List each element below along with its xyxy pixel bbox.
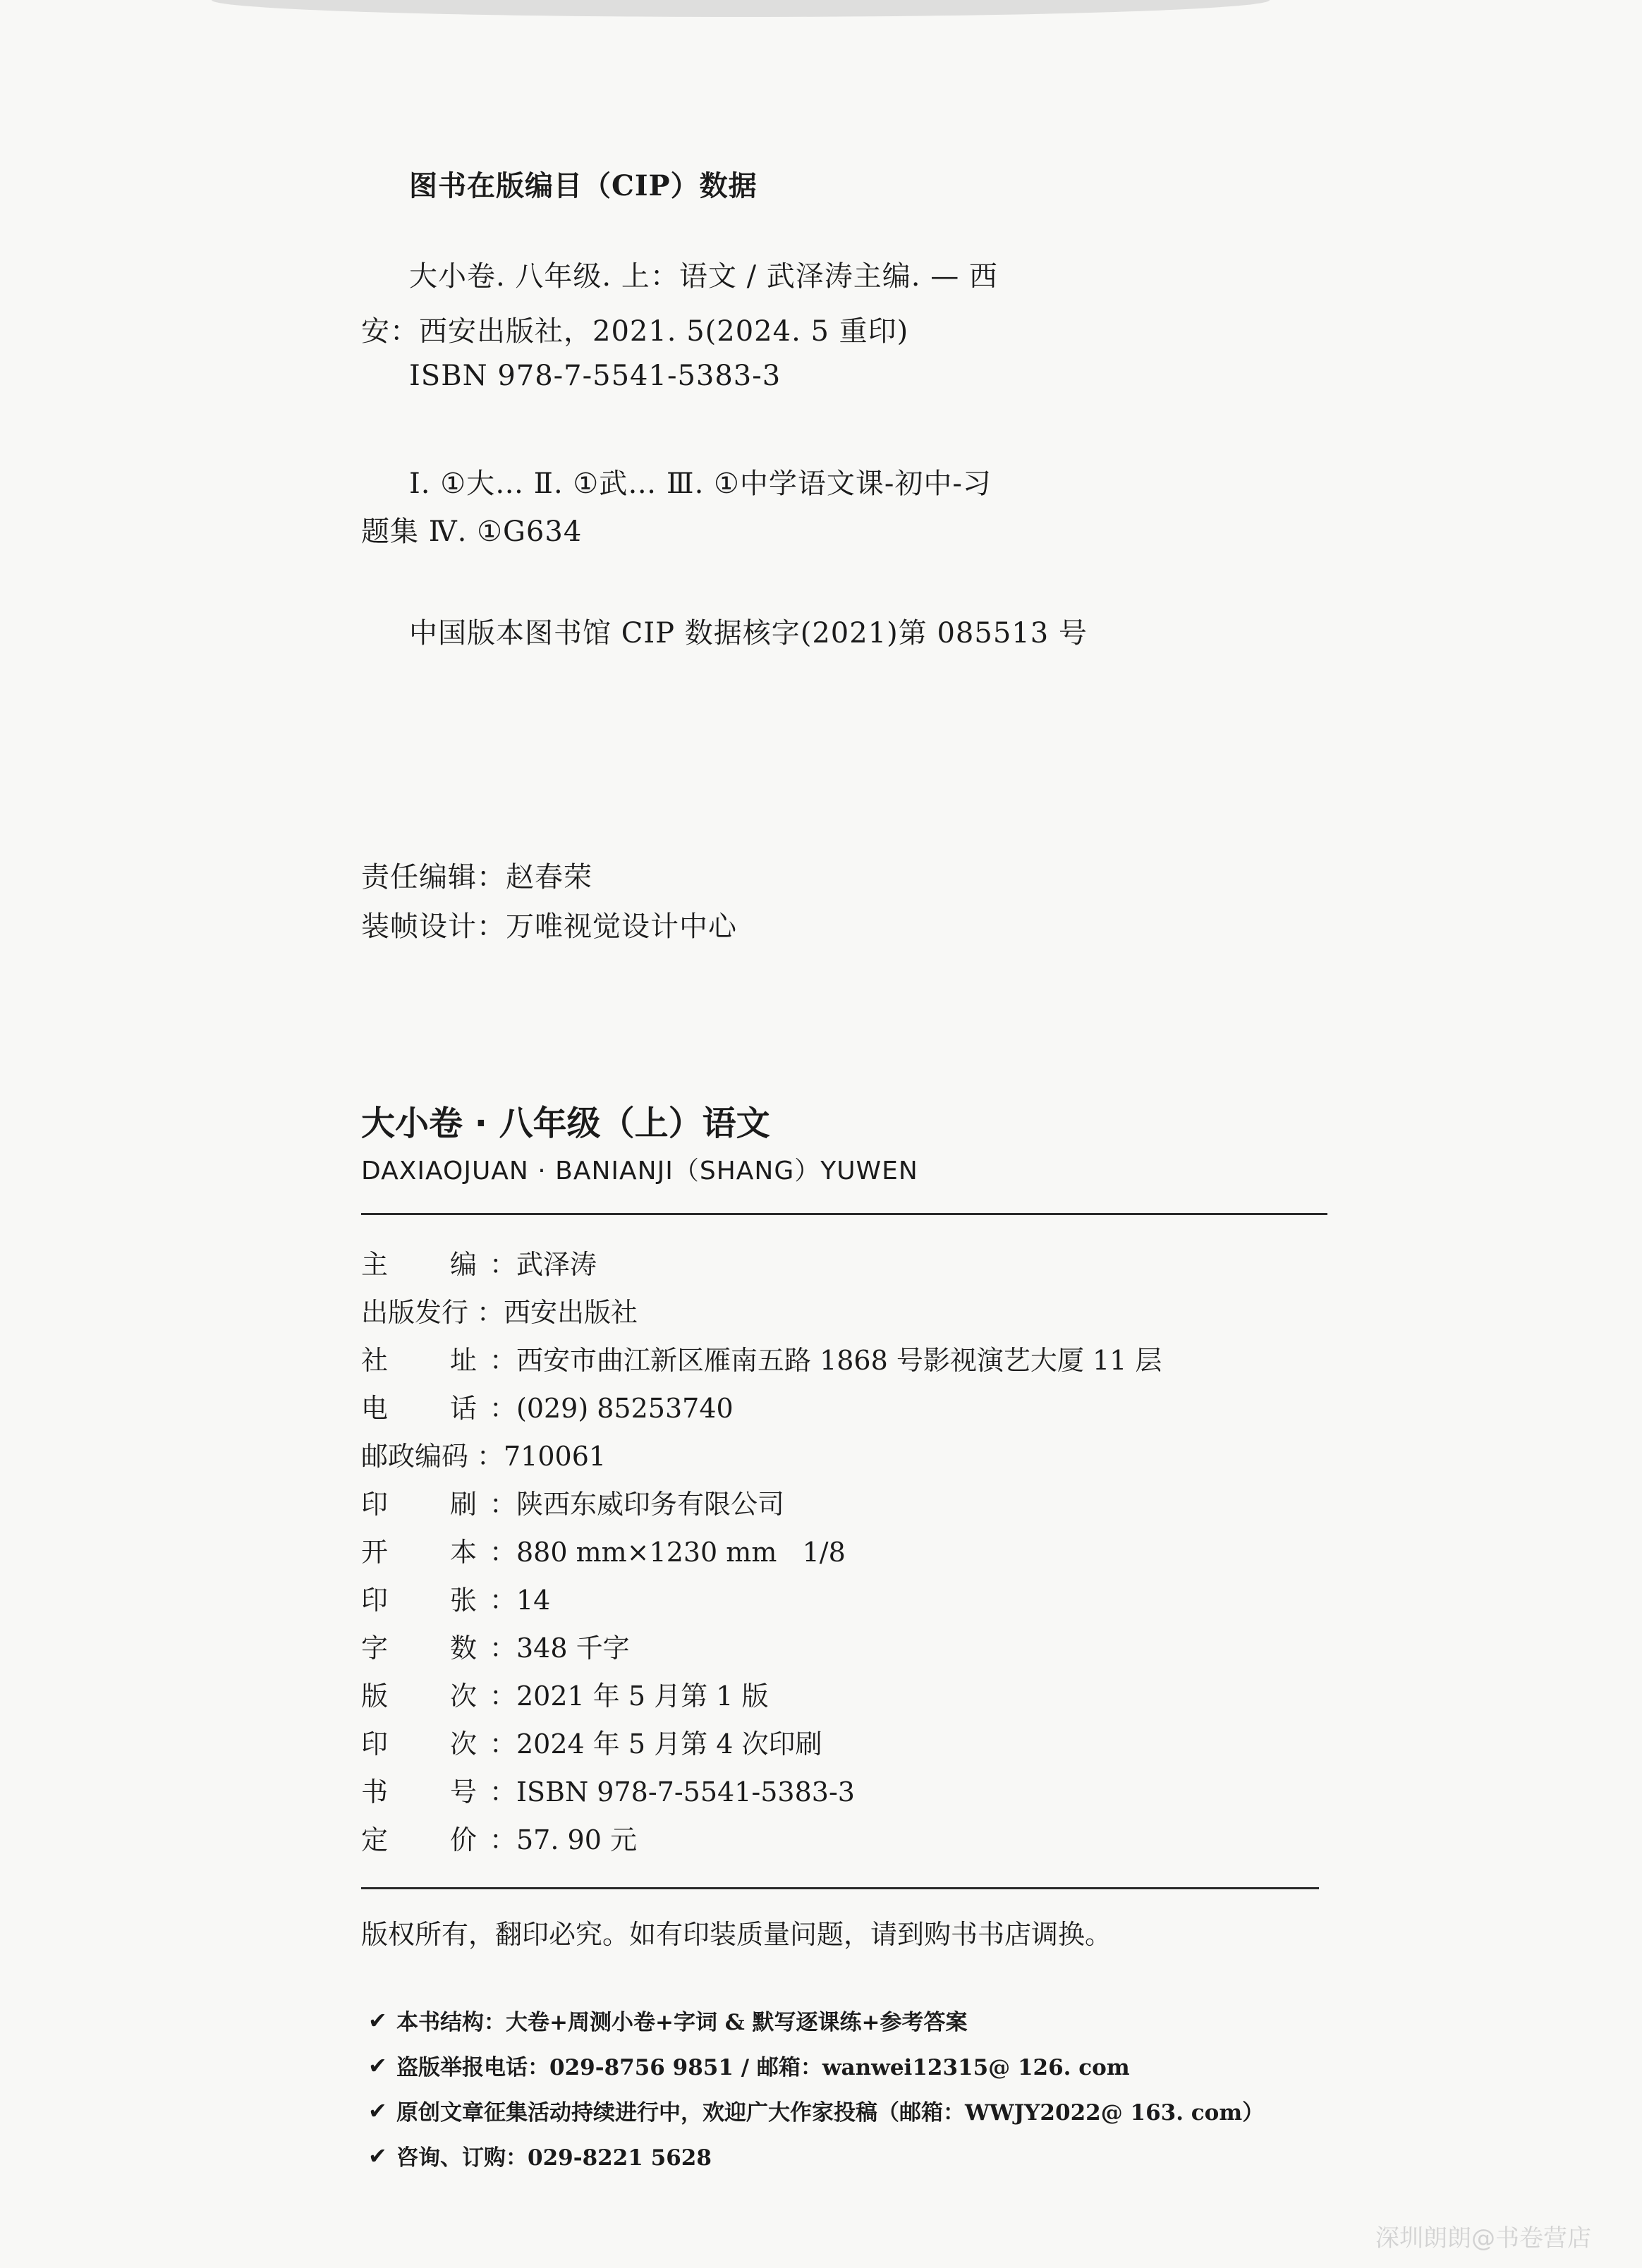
info-printer xyxy=(361,1482,784,1521)
info-value: ：西安出版社 xyxy=(477,1297,638,1328)
divider-top xyxy=(361,1213,1327,1215)
info-format xyxy=(361,1530,846,1569)
copyright-notice: 版权所有，翻印必究。如有印装质量问题，请到购书书店调换。 xyxy=(361,1919,1112,1950)
info-value: ：武泽涛 xyxy=(489,1249,597,1280)
info-label: 出版发行 xyxy=(361,1297,469,1328)
check-icon: ✔ xyxy=(368,2097,387,2124)
cip-isbn: ISBN 978-7-5541-5383-3 xyxy=(409,360,782,392)
info-label: 印 刷 xyxy=(361,1489,477,1520)
binding-design: 装帧设计：万唯视觉设计中心 xyxy=(361,910,737,943)
info-label: 印 次 xyxy=(361,1729,477,1760)
info-value: ：2024 年 5 月第 4 次印刷 xyxy=(489,1729,822,1760)
info-label: 书 号 xyxy=(361,1776,477,1807)
info-printing xyxy=(361,1722,822,1761)
info-label: 主 编 xyxy=(361,1249,477,1280)
info-word-count xyxy=(361,1626,630,1665)
info-value: ：14 xyxy=(489,1585,551,1616)
cip-classification-1: Ⅰ. ①大… Ⅱ. ①武… Ⅲ. ①中学语文课-初中-习 xyxy=(409,468,992,500)
feature-piracy-report: ✔ 盗版举报电话：029-8756 9851 / 邮箱：wanwei12315@ 126. com xyxy=(368,2051,1130,2080)
info-sheets xyxy=(361,1578,550,1617)
responsible-editor: 责任编辑：赵春荣 xyxy=(361,861,592,894)
feature-structure: ✔ 本书结构：大卷+周测小卷+字词 & 默写逐课练+参考答案 xyxy=(368,2006,968,2035)
info-label: 字 数 xyxy=(361,1633,477,1664)
info-value: ：ISBN 978-7-5541-5383-3 xyxy=(489,1776,855,1807)
feature-submissions: ✔ 原创文章征集活动持续进行中，欢迎广大作家投稿（邮箱：WWJY2022@ 163. com） xyxy=(368,2097,1265,2126)
info-value: ：57. 90 元 xyxy=(489,1824,637,1855)
info-value: ：348 千字 xyxy=(489,1633,630,1664)
info-value: ：2021 年 5 月第 1 版 xyxy=(489,1681,769,1712)
cip-line-2: 安：西安出版社，2021. 5(2024. 5 重印) xyxy=(361,315,909,348)
divider-bottom xyxy=(361,1887,1319,1889)
info-publisher xyxy=(361,1291,638,1329)
info-label: 电 话 xyxy=(361,1393,477,1424)
info-address xyxy=(361,1339,1162,1377)
info-value: ：880 mm×1230 mm 1/8 xyxy=(489,1537,846,1568)
info-label: 邮政编码 xyxy=(361,1441,469,1472)
check-icon: ✔ xyxy=(368,2006,387,2034)
check-icon: ✔ xyxy=(368,2142,387,2169)
info-value: ：(029) 85253740 xyxy=(489,1393,734,1424)
page-edge-shadow xyxy=(212,0,1270,17)
info-value: ：西安市曲江新区雁南五路 1868 号影视演艺大厦 11 层 xyxy=(489,1345,1162,1376)
info-chief-editor xyxy=(361,1243,597,1281)
info-label: 开 本 xyxy=(361,1537,477,1568)
watermark: 深圳朗朗@书卷营店 xyxy=(1375,2224,1591,2252)
info-phone xyxy=(361,1386,734,1425)
info-book-number xyxy=(361,1770,855,1809)
info-value: ：710061 xyxy=(477,1441,607,1472)
cip-number: 中国版本图书馆 CIP 数据核字(2021)第 085513 号 xyxy=(409,617,1088,650)
info-label: 定 价 xyxy=(361,1824,477,1855)
feature-inquiry: ✔ 咨询、订购：029-8221 5628 xyxy=(368,2142,712,2171)
info-label: 版 次 xyxy=(361,1681,477,1712)
cip-heading: 图书在版编目（CIP）数据 xyxy=(409,169,758,202)
book-title-pinyin: DAXIAOJUAN · BANIANJI（SHANG）YUWEN xyxy=(361,1157,918,1185)
info-label: 社 址 xyxy=(361,1345,477,1376)
check-icon: ✔ xyxy=(368,2051,387,2079)
info-label: 印 张 xyxy=(361,1585,477,1616)
book-title: 大小卷 · 八年级（上）语文 xyxy=(361,1104,770,1143)
cip-classification-2: 题集 Ⅳ. ①G634 xyxy=(361,516,583,548)
info-edition xyxy=(361,1674,768,1713)
info-value: ：陕西东威印务有限公司 xyxy=(489,1489,785,1520)
cip-line-1: 大小卷. 八年级. 上：语文 / 武泽涛主编. — 西 xyxy=(409,260,998,293)
info-price xyxy=(361,1818,637,1857)
info-postcode xyxy=(361,1434,606,1473)
